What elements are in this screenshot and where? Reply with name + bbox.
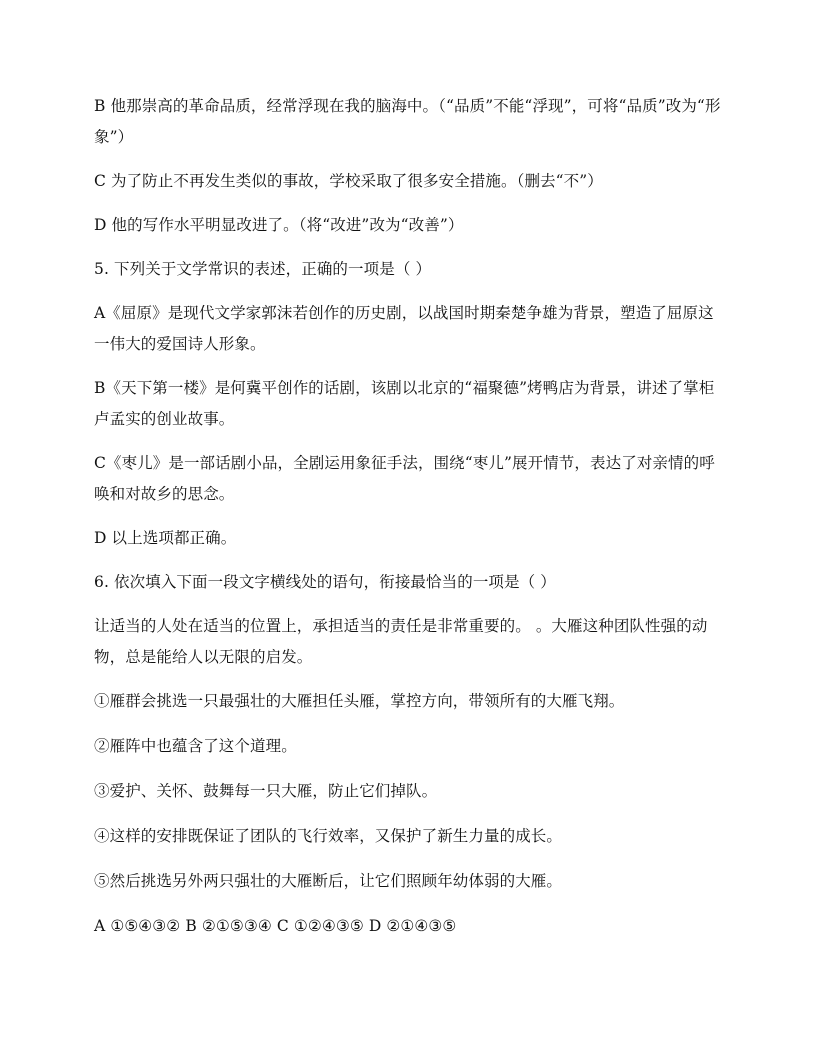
option-c-q5: C《枣儿》是一部话剧小品，全剧运用象征手法，围绕“枣儿”展开情节，表达了对亲情的呼唤和对故乡的思念。 — [94, 454, 715, 503]
option-d-q4: D 他的写作水平明显改进了。（将“改进”改为“改善”） — [94, 216, 464, 234]
sentence-5: ⑤然后挑选另外两只强壮的大雁断后，让它们照顾年幼体弱的大雁。 — [94, 872, 563, 890]
sentence-3: ③爱护、关怀、鼓舞每一只大雁，防止它们掉队。 — [94, 782, 438, 800]
option-c-q4: C 为了防止不再发生类似的事故，学校采取了很多安全措施。（删去“不”） — [94, 172, 603, 190]
sentence-4: ④这样的安排既保证了团队的飞行效率，又保护了新生力量的成长。 — [94, 827, 563, 845]
document-body — [94, 91, 724, 955]
option-b-q5: B《天下第一楼》是何冀平创作的话剧，该剧以北京的“福聚德”烤鸭店为背景，讲述了掌柜卢孟实的创业故事。 — [94, 379, 715, 428]
option-b-q4: B 他那崇高的革命品质，经常浮现在我的脑海中。（“品质”不能“浮现”，可将“品质”改为“形象”） — [94, 97, 721, 146]
question-5-stem: 5. 下列关于文学常识的表述，正确的一项是（ ） — [94, 260, 432, 278]
question-6-options: A ①⑤④③② B ②①⑤③④ C ①②④③⑤ D ②①④③⑤ — [94, 917, 457, 935]
option-a-q5: A《屈原》是现代文学家郭沫若创作的历史剧，以战国时期秦楚争雄为背景，塑造了屈原这一伟大的爱国诗人形象。 — [94, 304, 714, 353]
sentence-2: ②雁阵中也蕴含了这个道理。 — [94, 737, 297, 755]
option-d-q5: D 以上选项都正确。 — [94, 529, 237, 547]
question-6-stem: 6. 依次填入下面一段文字横线处的语句，衔接最恰当的一项是（ ） — [94, 573, 556, 591]
question-6-passage: 让适当的人处在适当的位置上，承担适当的责任是非常重要的。 。大雁这种团队性强的动物，总是能给人以无限的启发。 — [94, 617, 708, 666]
sentence-1: ①雁群会挑选一只最强壮的大雁担任头雁，掌控方向，带领所有的大雁飞翔。 — [94, 692, 625, 710]
